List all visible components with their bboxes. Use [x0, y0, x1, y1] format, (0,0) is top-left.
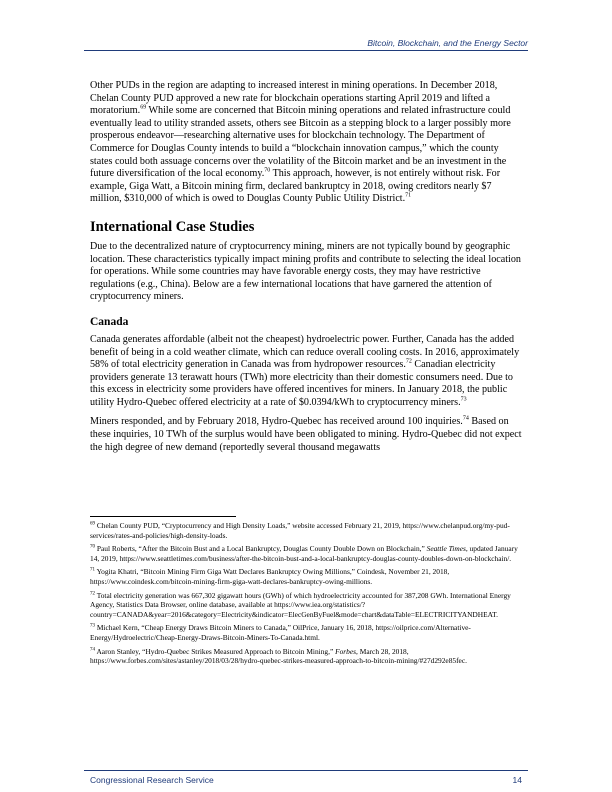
paragraph-text: Canada generates affordable (albeit not the cheapest) hydroelectric power. Further, Canada has the added benefit of being in a cold weather climate, which can reduce overall cooling costs. In 2016, approximately 58% of total electricity generation in Canada was from hydropower resources. — [90, 333, 520, 371]
footnote-item — [90, 647, 522, 666]
footnote-text: , March 28, 2018, https://www.forbes.com/sites/astanley/2018/03/28/hydro-quebec-strikes-measured-approach-to-bitcoin-mining/#27d292e85fec. — [90, 646, 467, 666]
footnote-item — [90, 544, 522, 563]
main-content — [90, 80, 522, 461]
footnotes — [90, 521, 522, 670]
paragraph-pud-adaptation — [90, 80, 522, 206]
footnote-item — [90, 567, 522, 586]
header-divider — [84, 50, 528, 51]
footnote-divider — [90, 516, 236, 517]
paragraph-text: While some are concerned that Bitcoin mining operations and related infrastructure could eventually lead to utility stranded assets, others see Bitcoin as a stepping block to a larger possibly more prosperous endeavor—researching alternative uses for blockchain technology. The Department of Commerce for Douglas County intends to build a “blockchain innovation campus,” which the county states could both assuage concerns over the volatility of the Bitcoin market and be an investment in the future diversification of the local economy. — [90, 105, 511, 180]
footnote-ref[interactable]: 74 — [462, 416, 469, 423]
paragraph-text: Canadian electricity providers generate 13 terawatt hours (TWh) more electricity than their domestic consumers need. Due to this excess in electricity some providers have offered incentives for miners. In January 2018, the public utility Hydro-Quebec offered electricity at a rate of $0.0394/kWh to cryptocurrency miners. — [90, 359, 513, 408]
footnote-number: 72 — [90, 591, 95, 597]
footnote-text: Michael Kern, “Cheap Energy Draws Bitcoin Miners to Canada,” OilPrice, January 16, 2018, https://oilprice.com/Alternative-Energy/Hydroelectric/Cheap-Energy-Draws-Bitcoin-Miners-To-Canada.html. — [90, 623, 471, 642]
footnote-text: Paul Roberts, “After the Bitcoin Bust and a Local Bankruptcy, Douglas County Double Down on Blockchain,” — [96, 544, 427, 554]
footnote-text: Aaron Stanley, “Hydro-Quebec Strikes Measured Approach to Bitcoin Mining,” — [96, 646, 336, 656]
paragraph-text: This approach, however, is not entirely without risk. For example, Giga Watt, a Bitcoin mining firm, declared bankruptcy in 2018, owing creditors nearly $7 million, $310,000 of which is owed to Douglas County Public Utility District. — [90, 168, 501, 205]
page-number: 14 — [512, 775, 522, 785]
footnote-ref[interactable]: 69 — [140, 104, 147, 111]
footer-divider — [84, 770, 528, 771]
subsection-heading: Canada — [90, 315, 129, 328]
footnote-italic: Seattle Times — [426, 544, 466, 554]
footnote-number: 73 — [90, 623, 95, 629]
paragraph-hydro-quebec — [90, 416, 522, 454]
footnote-text: Total electricity generation was 667,302 gigawatt hours (GWh) of which hydroelectricity accounted for 387,208 GWh. International Energy Agency, Statistics Data Browser, online database, available at https://www.iea.org/statistics/?country=CANADA&year=2016&category=Electricity&indicator=ElecGenByFuel&mode=chart&dataTable=ELECTRICITYANDHEAT. — [90, 590, 511, 619]
footnote-ref[interactable]: 70 — [264, 167, 271, 174]
footnote-item — [90, 623, 522, 642]
footnote-text: Chelan County PUD, “Cryptocurrency and High Density Loads,” website accessed February 21, 2019, https://www.chelanpud.org/my-pud-services/rates-and-policies/high-density-loads. — [90, 521, 510, 540]
footnote-number: 71 — [90, 567, 95, 573]
paragraph-canada-hydro — [90, 334, 522, 410]
footnote-ref[interactable]: 73 — [460, 396, 467, 403]
footnote-item — [90, 591, 522, 620]
footer-publisher: Congressional Research Service — [90, 775, 214, 785]
footnote-text: Yogita Khatri, “Bitcoin Mining Firm Giga Watt Declares Bankruptcy Owing Millions,” Coindesk, November 21, 2018, https://www.coindesk.com/bitcoin-mining-firm-giga-watt-declares-bankruptcy-owing-millions. — [90, 567, 450, 586]
paragraph-text: Other PUDs in the region are adapting to increased interest in mining operations. In December 2018, Chelan County PUD approved a new rate for blockchain operations starting April 2019 and lifted a moratorium. — [90, 80, 498, 117]
footnote-number: 69 — [90, 521, 95, 527]
footnote-text: , updated January 14, 2019, https://www.seattletimes.com/business/after-the-bitcoin-bust-and-a-local-bankruptcy-douglas-county-doubles-down-on-blockchain/. — [90, 544, 518, 563]
paragraph-text: Miners responded, and by February 2018, Hydro-Quebec has received around 100 inquiries. — [90, 416, 463, 428]
paragraph-international-intro: Due to the decentralized nature of cryptocurrency mining, miners are not typically bound by geographic location. These characteristics typically impact mining profits and contribute to selecting the ideal location for operations. While some countries may have favorable energy costs, they may have restrictive regulations (e.g., China). Below are a few international locations that have garnered the attention of cryptocurrency miners. — [90, 240, 521, 303]
paragraph-text: Based on these inquiries, 10 TWh of the surplus would have been obligated to mining. Hydro-Quebec did not expect the high degree of new demand (reportedly several thousand megawatts — [90, 416, 522, 453]
footnote-number: 70 — [90, 544, 95, 550]
footnote-ref[interactable]: 71 — [405, 192, 412, 199]
footnote-item — [90, 521, 522, 540]
running-header-title: Bitcoin, Blockchain, and the Energy Sector — [367, 38, 528, 48]
footnote-ref[interactable]: 72 — [405, 358, 412, 365]
section-heading: International Case Studies — [90, 218, 255, 235]
footnote-italic: Forbes — [335, 646, 357, 656]
footnote-number: 74 — [90, 647, 95, 653]
